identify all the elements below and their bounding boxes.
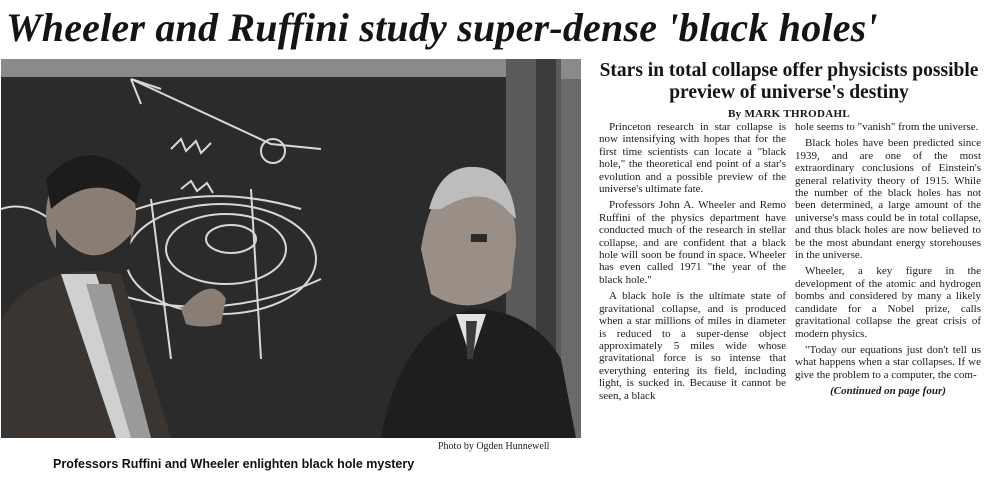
photo-caption: Professors Ruffini and Wheeler enlighten black hole mystery: [53, 457, 415, 471]
article-column-1: [599, 121, 786, 406]
paragraph: Princeton research in star collapse is now intensifying with hopes that for the first time scientists can locate a "black hole," the theoretical end point of a star's evolution and a possible preview of the universe's ultimate fate.: [599, 121, 786, 196]
article-column-2: [795, 121, 981, 402]
paragraph: Professors John A. Wheeler and Remo Ruffini of the physics department have conducted much of the research in stellar collapse, and are confident that a black hole will soon be found in space. Wheeler has even called 1971 "the year of the black hole.": [599, 199, 786, 286]
paragraph: "Today our equations just don't tell us what happens when a star collapses. If we give the problem to a computer, the com-: [795, 343, 981, 381]
news-photo: [1, 59, 581, 438]
paragraph: Black holes have been predicted since 1939, and are one of the most extraordinary conclusions of Einstein's general relativity theory of 1915. While the number of the black holes has not been determined, a large amount of the universe's mass could be in total collapse, and thus black holes are now believed to be the most abundant energy storehouses in the universe.: [795, 137, 981, 262]
byline: By MARK THRODAHL: [728, 108, 850, 120]
continued-note: (Continued on page four): [830, 385, 946, 398]
paragraph: Wheeler, a key figure in the development of the atomic and hydrogen bombs and considered by many a likely candidate for a Nobel prize, calls gravitational collapse the great crisis of modern physics.: [795, 265, 981, 340]
photo-credit: Photo by Ogden Hunnewell: [438, 441, 550, 452]
paragraph: A black hole is the ultimate state of gravitational collapse, and is produced when a star millions of miles in diameter is reduced to a super-dense object approximately 5 miles wide whose gravitational force is so intense that everything entering its field, including light, is sucked in. Because it cannot be seen, a black: [599, 290, 786, 402]
paragraph: hole seems to "vanish" from the universe.: [795, 121, 979, 133]
headline: Wheeler and Ruffini study super-dense 'black holes': [6, 5, 878, 50]
article-subhead: Stars in total collapse offer physicists possible preview of universe's destiny: [599, 60, 979, 103]
